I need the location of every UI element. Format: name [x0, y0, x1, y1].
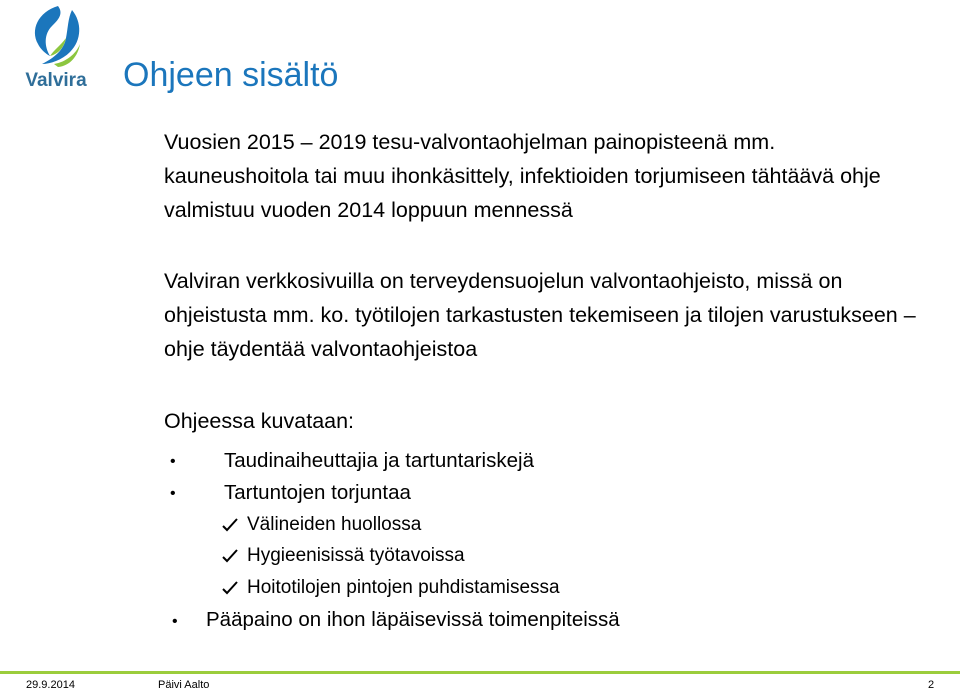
footer-date: 29.9.2014 [26, 679, 75, 691]
valvira-logo [20, 4, 92, 94]
footer-divider [0, 671, 960, 674]
valvira-swirl-icon [28, 4, 84, 68]
checkmark-icon [222, 548, 238, 564]
page-title: Ohjeen sisältö [123, 56, 339, 94]
footer-author: Päivi Aalto [158, 679, 210, 691]
bullet-dot-icon: • [172, 613, 178, 630]
bullet-dot-icon: • [170, 453, 176, 470]
bullet-item: Tartuntojen torjuntaa [224, 481, 411, 504]
check-item: Hygieenisissä työtavoissa [247, 545, 465, 566]
paragraph-painopiste: Vuosien 2015 – 2019 tesu-valvontaohjelman painopisteenä mm. kauneushoitola tai muu ihonkäsittely, infektioiden torjumiseen tähtäävä ohje valmistuu vuoden 2014 loppuun mennessä [164, 130, 881, 222]
check-item: Hoitotilojen pintojen puhdistamisessa [247, 577, 560, 598]
logo-text: Valvira [25, 70, 87, 91]
bullet-item: Taudinaiheuttajia ja tartuntariskejä [224, 449, 534, 472]
checkmark-icon [222, 580, 238, 596]
footer-page-number: 2 [928, 679, 935, 691]
paragraph-verkkosivut: Valviran verkkosivuilla on terveydensuojelun valvontaohjeisto, missä on ohjeistusta mm. ko. työtilojen tarkastusten tekemiseen ja tilojen varustukseen – ohje täydentää valvontaohjeistoa [164, 269, 916, 361]
checkmark-icon [222, 517, 238, 533]
final-bullet-item: Pääpaino on ihon läpäisevissä toimenpiteissä [206, 608, 620, 631]
check-item: Välineiden huollossa [247, 514, 422, 535]
bullet-dot-icon: • [170, 485, 176, 502]
paragraph-ohjeessa-kuvataan: Ohjeessa kuvataan: [164, 409, 355, 433]
